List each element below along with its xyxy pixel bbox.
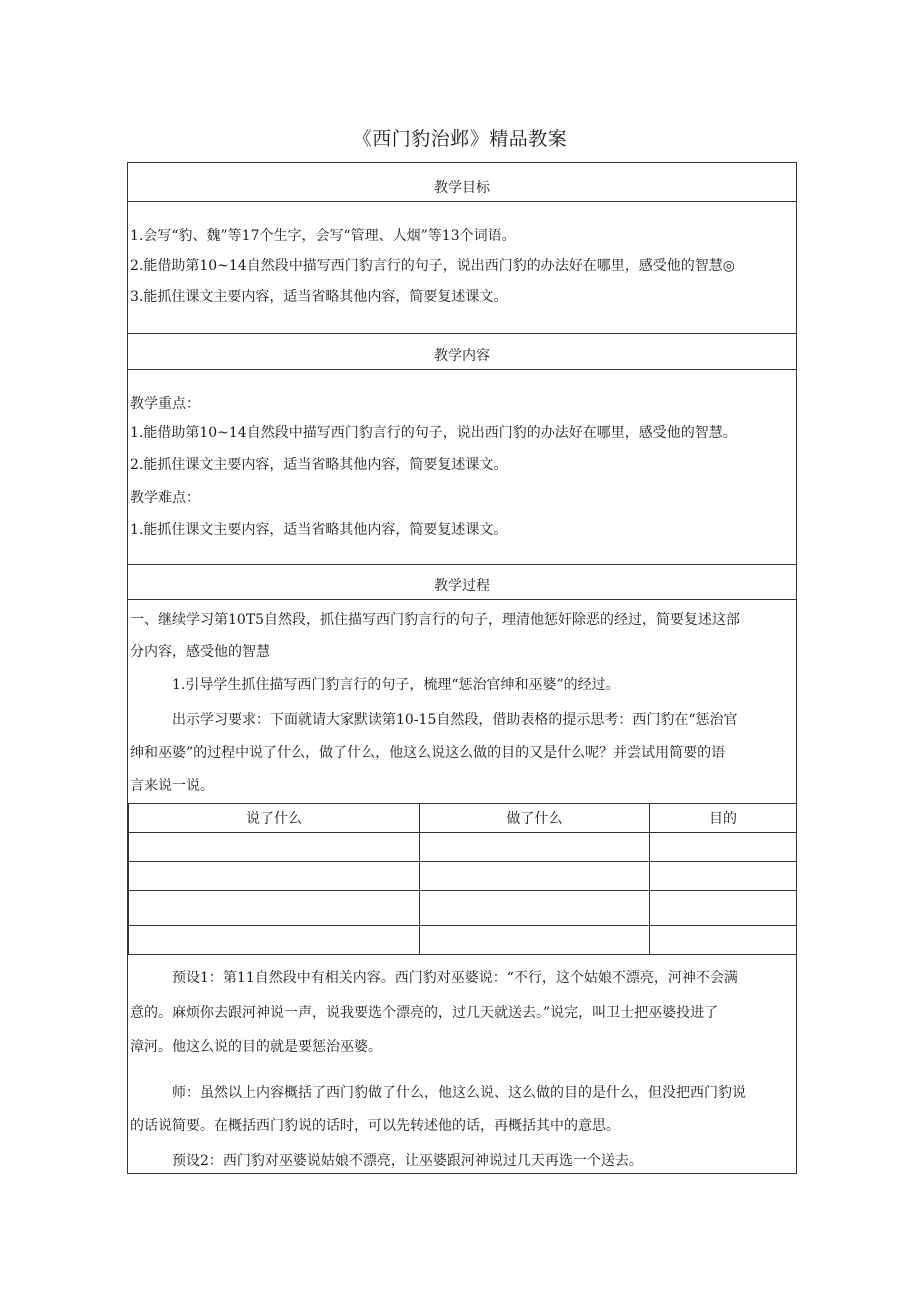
goal-item-2: 2.能借助第10~14自然段中描写西门豹言行的句子，说出西门豹的办法好在哪里，感受他的智慧◎ — [130, 258, 735, 274]
preset1-line1: 预设1：第11自然段中有相关内容。西门豹对巫婆说：“不行，这个姑娘不漂亮，河神不会满 — [172, 970, 738, 986]
requirement-line1: 出示学习要求：下面就请大家默读第10-15自然段，借助表格的提示思考：西门豹在“惩治官 — [172, 712, 738, 728]
page-title: 《西门豹治邺》精品教案 — [352, 128, 568, 150]
goal-item-1: 1.会写“豹、魏”等17个生字，会写“管理、人烟”等13个词语。 — [130, 228, 516, 244]
sub-step-1: 1.引导学生抓住描写西门豹言行的句子，梳理“惩治官绅和巫婆”的经过。 — [172, 677, 620, 693]
table-cell[interactable] — [650, 891, 797, 926]
table-row — [129, 891, 797, 926]
step1-line1: 一、继续学习第10T5自然段，抓住描写西门豹言行的句子，理清他惩奸除恶的经过，简要复述这部 — [130, 612, 741, 628]
teacher-line2: 的话说简要。在概括西门豹说的话时，可以先转述他的话，再概括其中的意思。 — [130, 1118, 620, 1134]
preset1-line3: 漳河。他这么说的目的就是要惩治巫婆。 — [130, 1039, 382, 1055]
table-row — [129, 833, 797, 862]
divider — [128, 564, 796, 565]
table-cell[interactable] — [650, 833, 797, 862]
table-cell[interactable] — [129, 833, 420, 862]
step1-line2: 分内容，感受他的智慧 — [130, 644, 270, 660]
table-cell[interactable] — [650, 926, 797, 955]
key-point-2: 2.能抓住课文主要内容，适当省略其他内容，简要复述课文。 — [130, 457, 508, 473]
divider — [128, 201, 796, 202]
requirement-line3: 言来说一说。 — [130, 778, 214, 794]
difficult-point-1: 1.能抓住课文主要内容，适当省略其他内容，简要复述课文。 — [130, 522, 508, 538]
goal-item-3: 3.能抓住课文主要内容，适当省略其他内容，简要复述课文。 — [130, 289, 508, 305]
teacher-line1: 师：虽然以上内容概括了西门豹做了什么，他这么说、这么做的目的是什么，但没把西门豹说 — [172, 1085, 746, 1101]
table-cell[interactable] — [420, 891, 650, 926]
divider — [128, 333, 796, 334]
difficult-points-label: 教学难点： — [130, 490, 200, 506]
divider — [128, 369, 796, 370]
divider — [128, 599, 796, 600]
thinking-table — [128, 803, 797, 955]
preset2-line: 预设2：西门豹对巫婆说姑娘不漂亮，让巫婆跟河神说过几天再选一个送去。 — [172, 1153, 643, 1169]
table-cell[interactable] — [129, 862, 420, 891]
table-cell[interactable] — [420, 926, 650, 955]
table-row — [129, 926, 797, 955]
table-cell[interactable] — [650, 862, 797, 891]
key-point-1: 1.能借助第10~14自然段中描写西门豹言行的句子，说出西门豹的办法好在哪里，感受他的智慧。 — [130, 425, 737, 441]
preset1-line2: 意的。麻烦你去跟河神说一声，说我要选个漂亮的，过几天就送去。”说完，叫卫士把巫婆投进了 — [130, 1005, 719, 1021]
key-points-label: 教学重点： — [130, 396, 200, 412]
requirement-line2: 绅和巫婆”的过程中说了什么，做了什么，他这么说这么做的目的又是什么呢？并尝试用简要的语 — [130, 745, 726, 761]
content-header: 教学内容 — [434, 348, 490, 364]
table-cell[interactable] — [420, 833, 650, 862]
lesson-plan-table — [127, 162, 797, 1174]
column-did: 做了什么 — [420, 804, 650, 833]
table-header-row — [129, 804, 797, 833]
table-cell[interactable] — [129, 926, 420, 955]
column-said: 说了什么 — [129, 804, 420, 833]
process-header: 教学过程 — [434, 578, 490, 594]
goals-header: 教学目标 — [434, 180, 490, 196]
table-row — [129, 862, 797, 891]
table-cell[interactable] — [420, 862, 650, 891]
column-purpose: 目的 — [650, 804, 797, 833]
table-cell[interactable] — [129, 891, 420, 926]
